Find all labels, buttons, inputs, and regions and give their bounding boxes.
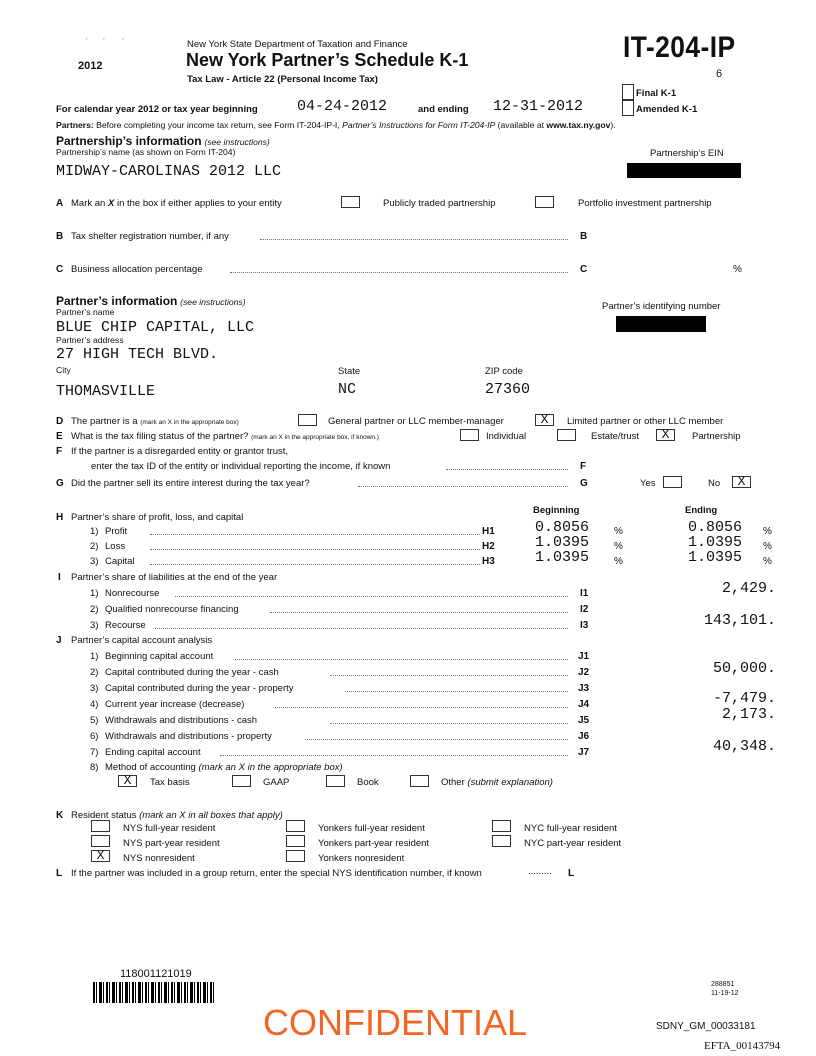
partner-address-label: Partner’s address <box>56 335 124 345</box>
line-h-letter: H <box>56 512 64 523</box>
j2-code: J2 <box>578 667 590 678</box>
col-ending-header: Ending <box>685 505 718 516</box>
h2-ending-pct: % <box>763 541 772 552</box>
partner-heading-note: (see instructions) <box>180 297 246 307</box>
line-b-text: Tax shelter registration number, if any <box>71 231 229 242</box>
line-e-text1: What is the tax filing status of the partner? <box>71 431 249 442</box>
line-f-text2: enter the tax ID of the entity or individual reporting the income, if known <box>91 461 391 472</box>
j1-label: Beginning capital account <box>105 651 214 662</box>
city-label: City <box>56 365 71 375</box>
j6-label: Withdrawals and distributions - property <box>105 731 272 742</box>
estate-trust-checkbox[interactable] <box>557 429 576 441</box>
i1-leader <box>175 596 568 597</box>
h1-ending: 0.8056 <box>688 519 743 536</box>
h2-code: H2 <box>482 541 495 552</box>
j5-num: 5) <box>90 715 99 726</box>
line-g-yes-label: Yes <box>640 478 656 489</box>
yonkers-part-year-checkbox[interactable] <box>286 835 305 847</box>
partners-note-end: ). <box>610 120 616 130</box>
line-l-leader: ......... <box>528 866 552 877</box>
confidential-stamp: CONFIDENTIAL <box>263 1002 528 1043</box>
form-number: IT-204-IP <box>623 31 736 64</box>
line-f-leader <box>446 469 568 470</box>
limited-partner-checkbox[interactable]: X <box>535 414 554 426</box>
sold-interest-yes-checkbox[interactable] <box>663 476 682 488</box>
line-b-letter: B <box>56 231 64 242</box>
publicly-traded-label: Publicly traded partnership <box>383 198 496 209</box>
nys-nonresident-checkbox[interactable]: X <box>91 850 110 862</box>
portfolio-investment-checkbox[interactable] <box>535 196 554 208</box>
i2-code: I2 <box>580 604 589 615</box>
partner-id-redaction <box>616 316 706 332</box>
j3-label: Capital contributed during the year - property <box>105 683 294 694</box>
h1-ending-pct: % <box>763 526 772 537</box>
partnership-status-checkbox[interactable]: X <box>656 429 675 441</box>
tax-basis-checkbox[interactable]: X <box>118 775 137 787</box>
city: THOMASVILLE <box>56 383 156 400</box>
h3-code: H3 <box>482 556 495 567</box>
line-a-text <box>71 198 282 209</box>
amended-k1-checkbox[interactable] <box>622 100 634 116</box>
j1-num: 1) <box>90 651 99 662</box>
j4-num: 4) <box>90 699 99 710</box>
line-b-code: B <box>580 231 588 242</box>
bates-number: SDNY_GM_00033181 <box>656 1021 756 1032</box>
line-c-text: Business allocation percentage <box>71 264 203 275</box>
tax-website-link[interactable]: www.tax.ny.gov <box>546 120 611 130</box>
i2-label: Qualified nonrecourse financing <box>105 604 239 615</box>
j2-value: 50,000. <box>712 660 776 677</box>
h2-num: 2) <box>90 541 99 552</box>
nyc-part-year-label: NYC part-year resident <box>524 838 622 849</box>
j2-leader <box>330 675 568 676</box>
form-date-code: 11-19-12 <box>711 990 739 997</box>
partners-note-italic: Partner’s Instructions for Form IT-204-IP <box>342 120 496 130</box>
partnership-status-label: Partnership <box>692 431 741 442</box>
j2-num: 2) <box>90 667 99 678</box>
partnership-name-label: Partnership’s name (as shown on Form IT-204) <box>56 147 236 157</box>
department-name: New York State Department of Taxation and Finance <box>187 39 408 50</box>
j5-value: 2,173. <box>721 706 776 723</box>
estate-trust-label: Estate/trust <box>591 431 640 442</box>
h1-label: Profit <box>105 526 128 537</box>
line-i-letter: I <box>58 572 61 583</box>
final-k1-label: Final K-1 <box>636 88 677 99</box>
partnership-name: MIDWAY-CAROLINAS 2012 LLC <box>56 163 282 180</box>
book-checkbox[interactable] <box>326 775 345 787</box>
i2-num: 2) <box>90 604 99 615</box>
nys-nonresident-label: NYS nonresident <box>123 853 195 864</box>
nys-full-year-checkbox[interactable] <box>91 820 110 832</box>
partnership-ein-redaction <box>627 163 741 178</box>
general-partner-checkbox[interactable] <box>298 414 317 426</box>
h3-label: Capital <box>105 556 135 567</box>
line-c-code: C <box>580 264 588 275</box>
line-b-leader <box>260 239 568 240</box>
j3-leader <box>345 691 568 692</box>
j7-value: 40,348. <box>712 738 776 755</box>
j7-code: J7 <box>578 747 590 758</box>
line-e-letter: E <box>56 431 63 442</box>
j4-label: Current year increase (decrease) <box>105 699 245 710</box>
line-l-text: If the partner was included in a group return, enter the special NYS identification number, if known <box>71 868 482 879</box>
h1-beginning-pct: % <box>614 526 623 537</box>
line-e-text <box>71 431 379 442</box>
h2-leader <box>150 549 480 550</box>
barcode-number: 118001121019 <box>120 968 192 980</box>
j6-num: 6) <box>90 731 99 742</box>
line-g-leader <box>358 486 568 487</box>
i3-code: I3 <box>580 620 589 631</box>
j3-num: 3) <box>90 683 99 694</box>
limited-partner-label: Limited partner or other LLC member <box>567 416 724 427</box>
partnership-ein-label: Partnership’s EIN <box>650 148 724 159</box>
h1-code: H1 <box>482 526 495 537</box>
other-label-note: (submit explanation) <box>467 777 553 788</box>
yonkers-nonresident-checkbox[interactable] <box>286 850 305 862</box>
j3-code: J3 <box>578 683 590 694</box>
partner-id-label: Partner’s identifying number <box>602 301 721 312</box>
line-c-leader <box>230 272 568 273</box>
h2-beginning: 1.0395 <box>535 534 590 551</box>
j5-leader <box>330 723 568 724</box>
partner-heading-text: Partner’s information <box>56 294 178 308</box>
state: NC <box>338 381 357 398</box>
nys-part-year-checkbox[interactable] <box>91 835 110 847</box>
h3-beginning-pct: % <box>614 556 623 567</box>
nys-full-year-label: NYS full-year resident <box>123 823 216 834</box>
tax-basis-label: Tax basis <box>150 777 190 788</box>
line-e-small: (mark an X in the appropriate box, if known.) <box>251 434 379 441</box>
partnership-heading-text: Partnership’s information <box>56 134 202 148</box>
j5-label: Withdrawals and distributions - cash <box>105 715 258 726</box>
partners-note-lead: Partners: <box>56 120 94 130</box>
j6-leader <box>305 739 568 740</box>
final-k1-checkbox[interactable] <box>622 84 634 100</box>
zip: 27360 <box>485 381 531 398</box>
h3-num: 3) <box>90 556 99 567</box>
yonkers-full-year-checkbox[interactable] <box>286 820 305 832</box>
j1-leader <box>235 659 568 660</box>
period-end-label: and ending <box>418 104 469 115</box>
h3-leader <box>150 564 480 565</box>
amended-k1-label: Amended K-1 <box>636 104 698 115</box>
line-a-text1: Mark an <box>71 198 108 209</box>
i3-label: Recourse <box>105 620 146 631</box>
barcode-icon <box>93 982 215 1003</box>
j4-value: -7,479. <box>712 690 776 707</box>
yonkers-nonresident-label: Yonkers nonresident <box>318 853 405 864</box>
line-k-letter: K <box>56 810 64 821</box>
j2-label: Capital contributed during the year - cash <box>105 667 279 678</box>
nyc-full-year-checkbox[interactable] <box>492 820 511 832</box>
general-partner-label: General partner or LLC member-manager <box>328 416 504 427</box>
h2-beginning-pct: % <box>614 541 623 552</box>
j8-num: 8) <box>90 762 99 773</box>
form-title: New York Partner’s Schedule K-1 <box>186 50 469 70</box>
col-beginning-header: Beginning <box>533 505 580 516</box>
line-l-letter: L <box>56 868 63 879</box>
i1-num: 1) <box>90 588 99 599</box>
partner-name: BLUE CHIP CAPITAL, LLC <box>56 319 255 336</box>
i3-leader <box>155 628 568 629</box>
book-label: Book <box>357 777 379 788</box>
j1-code: J1 <box>578 651 590 662</box>
period-begin-label: For calendar year 2012 or tax year beginning <box>56 104 258 115</box>
state-label: State <box>338 366 361 377</box>
partnership-heading-note: (see instructions) <box>204 137 270 147</box>
i3-value: 143,101. <box>703 612 776 629</box>
form-subtitle: Tax Law - Article 22 (Personal Income Tax) <box>187 74 378 85</box>
h3-ending-pct: % <box>763 556 772 567</box>
line-c-letter: C <box>56 264 64 275</box>
h2-label: Loss <box>105 541 126 552</box>
other-checkbox[interactable] <box>410 775 429 787</box>
h1-beginning: 0.8056 <box>535 519 590 536</box>
j8-note: (mark an X in the appropriate box) <box>198 762 343 773</box>
line-k-label: Resident status <box>71 810 137 821</box>
line-a-letter: A <box>56 198 64 209</box>
period-end-date: 12-31-2012 <box>493 98 584 115</box>
line-i-text: Partner’s share of liabilities at the end of the year <box>71 572 278 583</box>
partnership-heading <box>56 134 270 148</box>
i2-leader <box>270 612 568 613</box>
line-k-note: (mark an X in all boxes that apply) <box>139 810 283 821</box>
i1-label: Nonrecourse <box>105 588 160 599</box>
individual-label: Individual <box>486 431 527 442</box>
partners-note-text2: (available at <box>495 120 547 130</box>
line-a-x: X <box>107 198 115 209</box>
line-d-text1: The partner is a <box>71 416 138 427</box>
line-j-letter: J <box>56 635 62 646</box>
line-g-text: Did the partner sell its entire interest during the tax year? <box>71 478 310 489</box>
sold-interest-no-checkbox[interactable]: X <box>732 476 751 488</box>
page-number: 6 <box>716 68 723 80</box>
j4-code: J4 <box>578 699 590 710</box>
h3-beginning: 1.0395 <box>535 549 590 566</box>
line-a-text2: in the box if either applies to your entity <box>114 198 282 209</box>
partner-address: 27 HIGH TECH BLVD. <box>56 346 219 363</box>
line-h-text: Partner’s share of profit, loss, and capital <box>71 512 244 523</box>
nyc-part-year-checkbox[interactable] <box>492 835 511 847</box>
line-l-code: L <box>568 868 575 879</box>
h3-ending: 1.0395 <box>688 549 743 566</box>
i1-code: I1 <box>580 588 589 599</box>
partner-heading <box>56 294 246 308</box>
partner-name-label: Partner’s name <box>56 307 115 317</box>
line-d-letter: D <box>56 416 64 427</box>
portfolio-investment-label: Portfolio investment partnership <box>578 198 712 209</box>
j8-label: Method of accounting <box>105 762 196 773</box>
partners-note <box>56 120 616 130</box>
line-c-percent: % <box>733 264 742 275</box>
j7-num: 7) <box>90 747 99 758</box>
j6-code: J6 <box>578 731 590 742</box>
line-f-code: F <box>580 461 587 472</box>
period-begin-date: 04-24-2012 <box>297 98 388 115</box>
line-d-small: (mark an X in the appropriate box) <box>140 419 239 426</box>
j7-label: Ending capital account <box>105 747 201 758</box>
yonkers-full-year-label: Yonkers full-year resident <box>318 823 425 834</box>
line-f-text1: If the partner is a disregarded entity or grantor trust, <box>71 446 289 457</box>
j8-text <box>105 762 343 773</box>
tax-year: 2012 <box>78 60 103 72</box>
j5-code: J5 <box>578 715 590 726</box>
yonkers-part-year-label: Yonkers part-year resident <box>318 838 430 849</box>
line-g-letter: G <box>56 478 64 489</box>
j4-leader <box>275 707 568 708</box>
scan-marks: ' ' ' <box>86 37 124 46</box>
gaap-label: GAAP <box>263 777 290 788</box>
individual-checkbox[interactable] <box>460 429 479 441</box>
nyc-full-year-label: NYC full-year resident <box>524 823 617 834</box>
i3-num: 3) <box>90 620 99 631</box>
line-g-code: G <box>580 478 588 489</box>
line-g-no-label: No <box>708 478 721 489</box>
gaap-checkbox[interactable] <box>232 775 251 787</box>
line-j-text: Partner’s capital account analysis <box>71 635 213 646</box>
line-d-text <box>71 416 239 427</box>
h2-ending: 1.0395 <box>688 534 743 551</box>
i1-value: 2,429. <box>721 580 776 597</box>
h1-leader <box>150 534 480 535</box>
line-f-letter: F <box>56 446 63 457</box>
h1-num: 1) <box>90 526 99 537</box>
zip-label: ZIP code <box>485 366 523 377</box>
nys-part-year-label: NYS part-year resident <box>123 838 220 849</box>
publicly-traded-checkbox[interactable] <box>341 196 360 208</box>
other-label-text: Other <box>441 777 468 788</box>
form-code: 288851 <box>711 981 735 988</box>
j7-leader <box>220 755 568 756</box>
efta-number: EFTA_00143794 <box>704 1040 781 1052</box>
other-label <box>441 777 553 788</box>
partners-note-text: Before completing your income tax return, see Form IT-204-IP-I, <box>93 120 343 130</box>
